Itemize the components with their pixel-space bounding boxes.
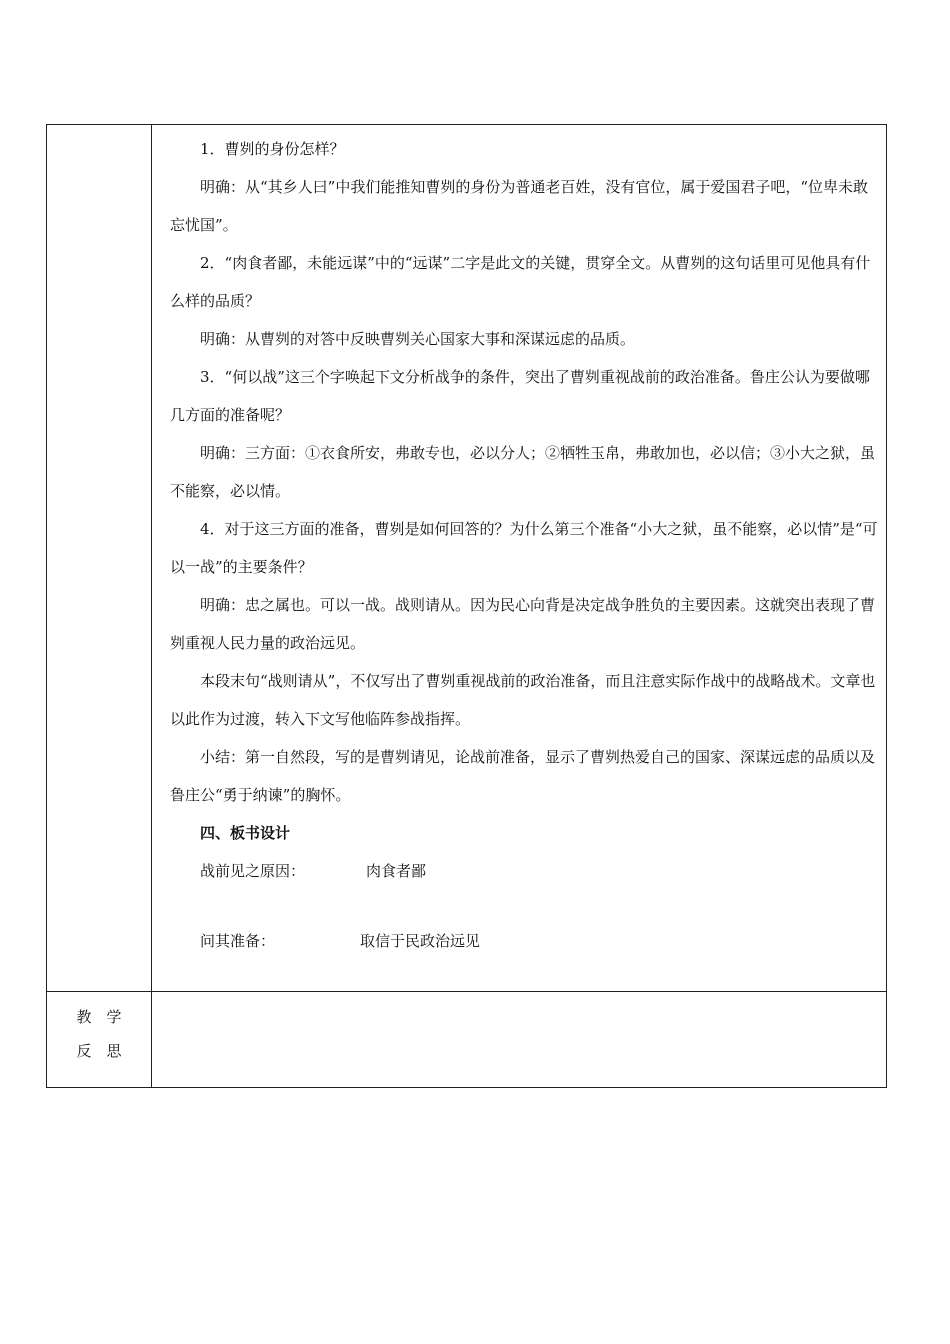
content-body — [152, 125, 886, 960]
board-value-reason: 肉食者鄙 — [366, 862, 427, 880]
question-1: 1．曹刿的身份怎样？ — [200, 140, 345, 158]
content-cell — [152, 125, 887, 992]
question-4: 4．对于这三方面的准备，曹刿是如何回答的？为什么第三个准备“小大之狱，虽不能察，必以情”是“可以一战”的主要条件？ — [170, 520, 878, 576]
reflection-label-line-2: 反 思 — [76, 1042, 122, 1060]
reflection-label-cell — [47, 992, 152, 1088]
board-value-preparation: 取信于民政治远见 — [360, 932, 481, 950]
left-column-cell — [47, 125, 152, 992]
board-label-reason: 战前见之原因： — [200, 862, 306, 880]
answer-3: 明确：三方面：①衣食所安，弗敢专也，必以分人；②牺牲玉帛，弗敢加也，必以信；③小大之狱，虽不能察，必以情。 — [170, 444, 876, 500]
reflection-label — [47, 992, 151, 1068]
question-3: 3．“何以战”这三个字唤起下文分析战争的条件，突出了曹刿重视战前的政治准备。鲁庄公认为要做哪几方面的准备呢？ — [170, 368, 870, 424]
lesson-table — [46, 124, 887, 1088]
answer-1: 明确：从“其乡人曰”中我们能推知曹刿的身份为普通老百姓，没有官位，属于爱国君子吧，“位卑未敢忘忧国”。 — [170, 178, 869, 234]
content-row — [47, 125, 887, 992]
board-design-heading: 四、板书设计 — [200, 824, 291, 842]
answer-4: 明确：忠之属也。可以一战。战则请从。因为民心向背是决定战争胜负的主要因素。这就突出表现了曹刿重视人民力量的政治远见。 — [170, 596, 876, 652]
question-2: 2．“肉食者鄙，未能远谋”中的“远谋”二字是此文的关键，贯穿全文。从曹刿的这句话里可见他具有什么样的品质？ — [170, 254, 871, 310]
answer-2: 明确：从曹刿的对答中反映曹刿关心国家大事和深谋远虑的品质。 — [200, 330, 636, 348]
reflection-row — [47, 992, 887, 1088]
summary: 小结：第一自然段，写的是曹刿请见，论战前准备，显示了曹刿热爱自己的国家、深谋远虑的品质以及鲁庄公“勇于纳谏”的胸怀。 — [170, 748, 876, 804]
paragraph-note: 本段末句“战则请从”，不仅写出了曹刿重视战前的政治准备，而且注意实际作战中的战略战术。文章也以此作为过渡，转入下文写他临阵参战指挥。 — [170, 672, 876, 728]
board-label-preparation: 问其准备： — [200, 932, 276, 950]
reflection-label-line-1: 教 学 — [76, 1008, 122, 1026]
board-row-preparation — [200, 922, 878, 960]
reflection-content-cell — [152, 992, 887, 1088]
board-row-reason — [200, 852, 878, 890]
